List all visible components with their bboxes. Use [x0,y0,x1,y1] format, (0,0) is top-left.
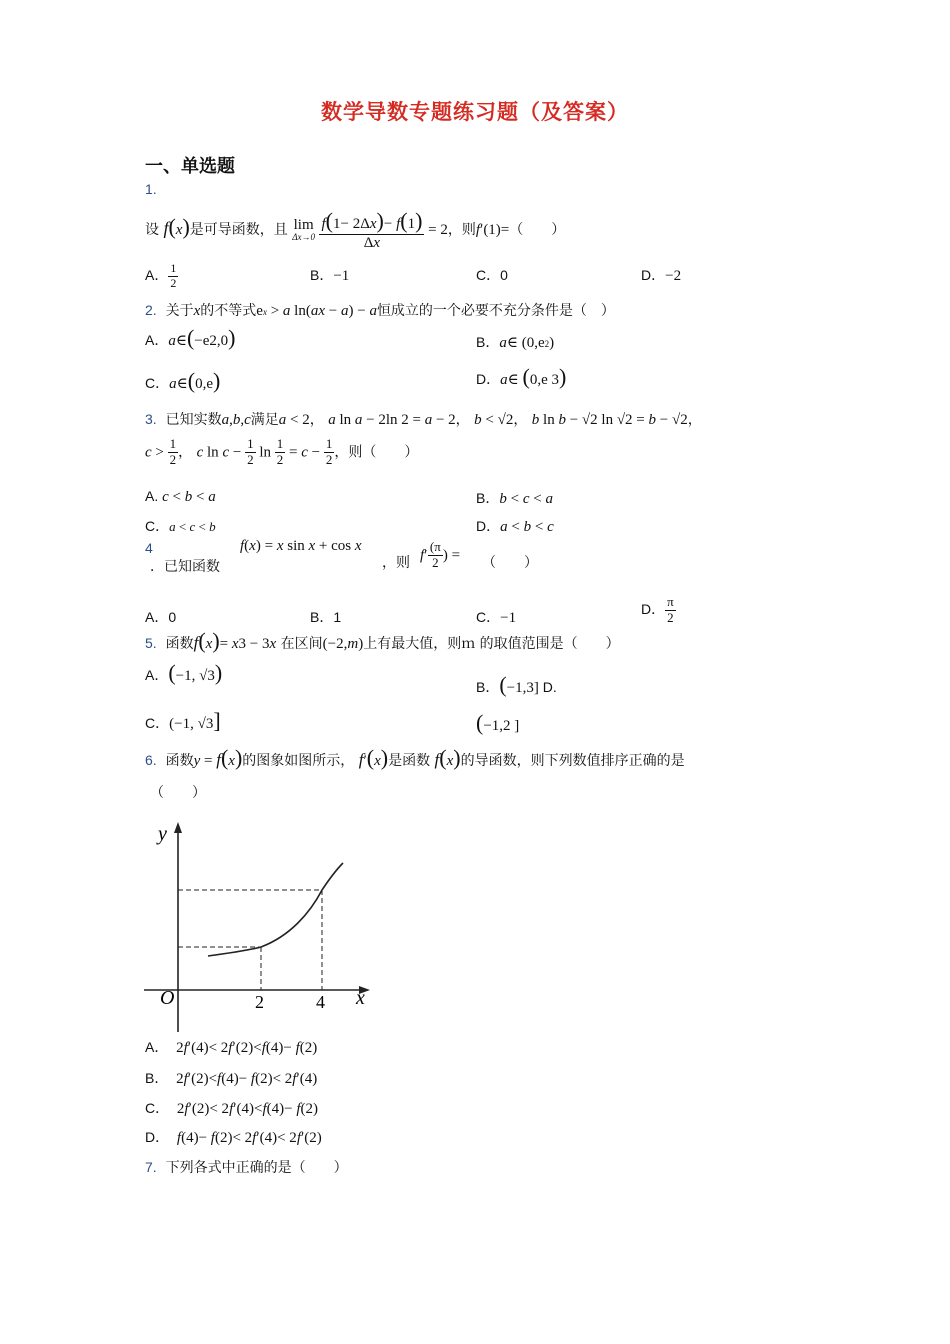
q5-option-d: (−1,2 ] [476,710,520,735]
question-2-stem: 2. 关于x的不等式ex > a ln(ax − a) − a恒成立的一个必要不充分条件是（ ） [145,302,615,319]
q1-limit: lim Δx→0 [292,217,316,242]
q4-blank: （ ） [482,555,538,571]
q1-text-b: 是可导函数，且 [189,222,288,238]
q4-option-b: B．1 [310,609,342,625]
question-7-stem: 7. 下列各式中正确的是（ ） [145,1159,348,1176]
graph-x-label: x [356,987,365,1009]
q4-then: ，则 [382,555,410,571]
q4-option-d: D． $\frac{\pi}{2}$ [641,594,674,625]
q1-option-d: D．−2 [641,267,682,284]
graph-tick-2: 2 [255,992,264,1012]
q5-option-a: A．(−1, √3) [145,660,223,685]
q6-function-graph [140,818,380,1036]
q1-option-c: C．0 [476,267,508,283]
q1-option-b: B．−1 [310,267,350,284]
q4-function: f(x) = x sin x + cos x [240,538,362,554]
graph-y-arrow [174,822,182,833]
q3-option-a: A. c < b < a [145,488,216,505]
graph-origin-label: O [160,987,175,1009]
q1-blank: （ ） [509,222,566,238]
page-title: 数学导数专题练习题（及答案） [321,100,629,124]
q3-option-b: B．b < c < a [476,490,553,507]
q4-derivative: f′ $\frac{(\pi}{2}$ ) = [420,539,461,570]
question-3-stem-line1: 3. 已知实数a,b,c满足a < 2， a ln a − 2ln 2 = a − 2， b < √2， b ln b − √2 ln √2 = b − √2， [145,411,702,428]
q1-option-a: A． $\frac{1}{2}$ [145,261,177,290]
q2-option-c: C．a∈(0,e) [145,368,221,393]
question-4-number: 4 [145,540,153,556]
q3-option-d: D．a < b < c [476,518,554,535]
q4-option-a: A．0 [145,609,177,625]
graph-tick-4: 4 [316,992,325,1012]
q6-option-d: D． f(4)− f(2)< 2f′(4)< 2f′(2) [145,1129,322,1146]
graph-y-label: y [158,823,167,845]
question-1-stem: 设 f(x)是可导函数，且 lim Δx→0 $\frac{f(1- 2\Delta x)- f(1)}{\Delta x}$ = 2，则f′(1)=（ ） [145,208,566,251]
q2-option-a: A．a∈(−e2,0) [145,325,236,350]
q2-option-d: D．a∈ (0,e 3) [476,364,567,389]
section-heading: 一、单选题 [145,156,235,177]
q4-option-c: C．−1 [476,609,517,626]
q2-option-b: B．a∈ (0,e2) [476,334,555,351]
question-5-stem: 5. 函数f(x)= x3 − 3x 在区间(−2,m)上有最大值，则ｍ 的取值范围是（ ） [145,628,620,653]
q6-blank: （ ） [150,785,206,801]
question-3-stem-line2: c > $\frac{1}{2}$ ， c ln c − $\frac{1}{2}$ ln $\frac{1}{2}$ = c − $\frac{1}{2}$ ，则（ ） [145,436,419,467]
question-1-number: 1. [145,181,157,197]
q6-option-b: B． 2f′(2)<f(4)− f(2)< 2f′(4) [145,1070,318,1087]
q5-option-c: C．(−1, √3] [145,708,221,733]
q6-option-a: A． 2f′(4)< 2f′(2)<f(4)− f(2) [145,1039,318,1056]
question-6-stem: 6. 函数y = f(x)的图象如图所示， f′(x)是函数 f(x)的导函数，则下列数值排序正确的是 [145,745,685,770]
question-4-stem: ．已知函数 [150,559,220,575]
q1-text-c: ，则 [447,222,476,238]
q1-text-a: 设 [145,222,159,238]
q5-option-b: B．(−1,3] D. [476,672,557,697]
q3-option-c: C．a < c < b [145,518,216,534]
graph-curve [208,863,343,956]
q6-option-c: C． 2f′(2)< 2f′(4)<f(4)− f(2) [145,1100,319,1117]
q1-fraction: $\frac{f(1- 2\Delta x)- f(1)}{\Delta x}$ [321,208,423,251]
